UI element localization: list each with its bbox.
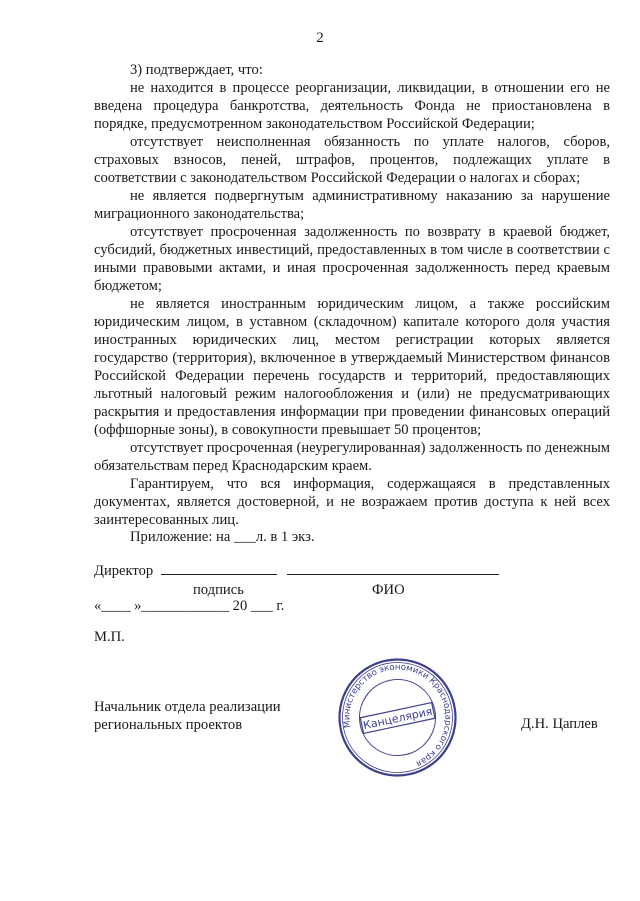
stamp-outer-text: Министерство экономики Краснодарского края bbox=[342, 662, 453, 769]
paragraph-intro: 3) подтверждает, что: bbox=[130, 62, 263, 78]
signatory-name: Д.Н. Цаплев bbox=[521, 716, 598, 732]
paragraph-foreign-entity: не является иностранным юридическим лицом, а также российским юридическим лицом, в уставном (складочном) капитале которого доля участия иностранных юридических лиц, местом регистрации которых является государство (территория), включенное в утверждаемый Министерством финансов Российской Федерации перечень государств и территорий, предоставляющих льготный налоговый режим налогообложения и (или) не предусматривающих раскрытия и предоставления информации при проведении финансовых операций (оффшорные зоны), в совокупности превышает 50 процентов; bbox=[94, 296, 610, 438]
signature-line bbox=[161, 562, 277, 575]
fio-caption: ФИО bbox=[372, 582, 405, 598]
paragraph-guarantee: Гарантируем, что вся информация, содержащаяся в представленных документах, является достоверной, и не возражаем против доступа к ней всех заинтересованных лиц. bbox=[94, 476, 610, 528]
paragraph-reorganization: не находится в процессе реорганизации, ликвидации, в отношении его не введена процедура банкротства, деятельность Фонда не приостановлена в порядке, предусмотренном законодательством Российской Федерации; bbox=[94, 80, 610, 132]
seal-place-label: М.П. bbox=[94, 629, 125, 645]
paragraph-budget-debt: отсутствует просроченная задолженность по возврату в краевой бюджет, субсидий, бюджетных инвестиций, предоставленных в том числе в соответствии с иными правовыми актами, и иная просроченная задолженность перед краевым бюджетом; bbox=[94, 224, 610, 294]
appendix-note: Приложение: на ___л. в 1 экз. bbox=[130, 529, 315, 545]
official-stamp bbox=[335, 655, 460, 780]
director-signature-row bbox=[94, 562, 499, 580]
document-body bbox=[94, 61, 610, 529]
paragraph-taxes: отсутствует неисполненная обязанность по уплате налогов, сборов, страховых взносов, пеней, штрафов, процентов, подлежащих уплате в соответствии с законодательством Российской Федерации о налогах и сборах; bbox=[94, 134, 610, 186]
position-line-1: Начальник отдела реализации bbox=[94, 699, 281, 715]
signatory-position bbox=[94, 698, 281, 734]
page-number: 2 bbox=[316, 30, 324, 46]
director-label: Директор bbox=[94, 563, 154, 579]
paragraph-migration: не является подвергнутым административному наказанию за нарушение миграционного законодательства; bbox=[94, 188, 610, 222]
signature-caption: подпись bbox=[193, 582, 244, 598]
position-line-2: региональных проектов bbox=[94, 717, 243, 733]
paragraph-krasnodar-debt: отсутствует просроченная (неурегулированная) задолженность по денежным обязательствам перед Краснодарским краем. bbox=[94, 440, 610, 474]
fio-line bbox=[287, 562, 499, 575]
date-line: «____ »____________ 20 ___ г. bbox=[94, 598, 285, 614]
stamp-inner-text: Канцелярия bbox=[361, 704, 434, 733]
